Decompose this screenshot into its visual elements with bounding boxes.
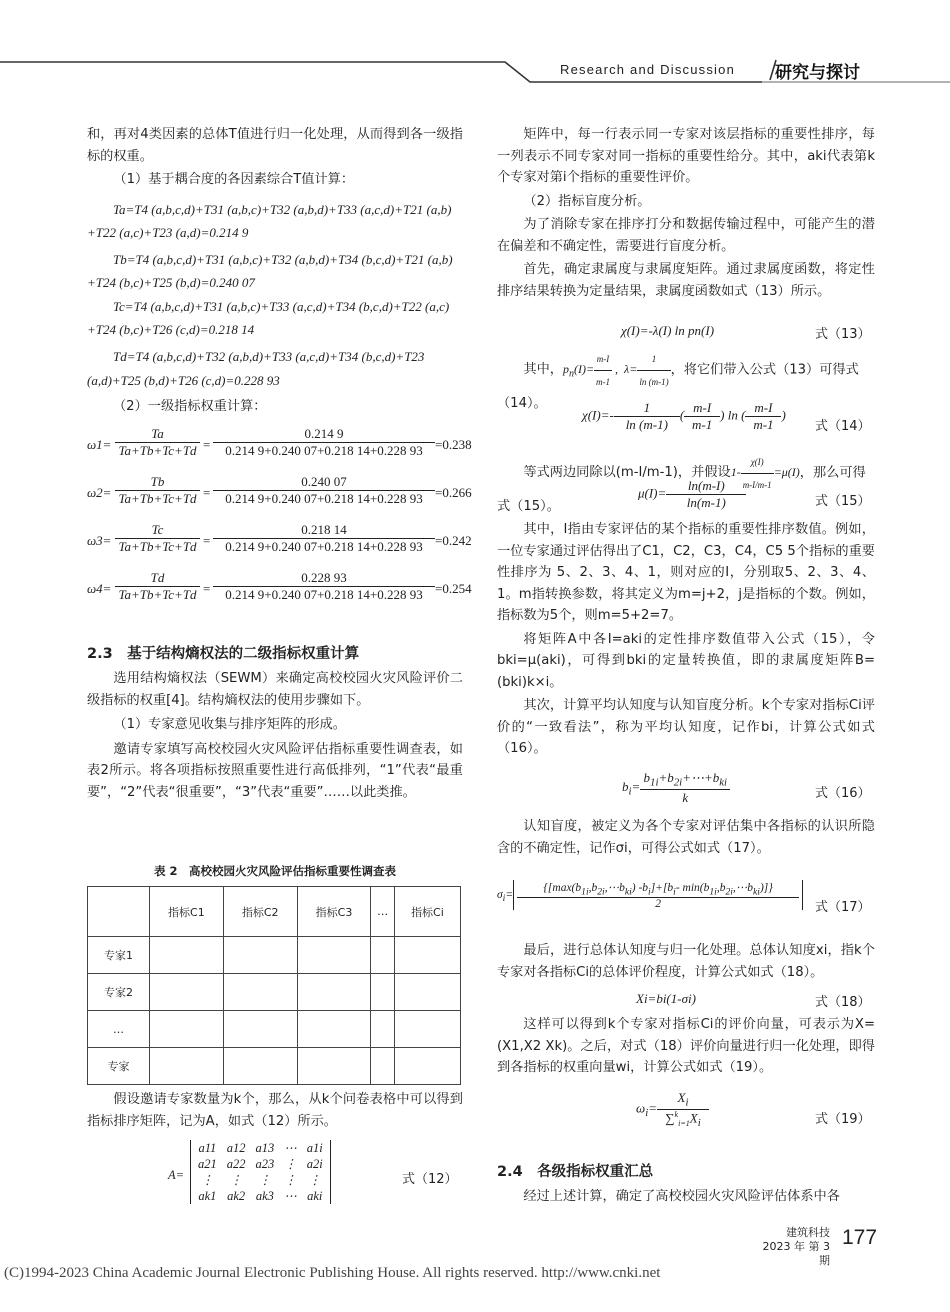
paragraph-blindness-purpose: 为了消除专家在排序打分和数据传输过程中，可能产生的潜在偏差和不确定性，需要进行盲度分析。: [497, 217, 875, 254]
paragraph-matrix-desc: 矩阵中，每一行表示同一专家对该层指标的重要性排序，每一列表示不同专家对同一指标的重要性给分。其中，aki代表第k个专家对第i个指标的重要性评价。: [497, 127, 875, 185]
paragraph-membership-matrix: 将矩阵A中各I=aki的定性排序数值带入公式（15），令bki=μ(aki)，可得到bki的定量转换值，即的隶属度矩阵B=(bki)k×i。: [497, 631, 875, 690]
right-block-2: [497, 519, 875, 760]
paragraph-pn-lambda: 其中，$p_n(I)=$ $\frac{m-I}{m-1}$ , λ= $\frac{1}{\ln (m-1)}$ ，将它们带入公式（13）可得式（14）。: [497, 348, 875, 415]
paragraph-matrix-intro: 假设邀请专家数量为k个，那么，从k个问卷表格中可以得到指标排序矩阵，记为A，如式（12）所示。: [87, 1092, 463, 1129]
equation-17: $\sigma_i=$ $\frac{\{[\max(b_{1i},b_{2i},\cdots b_{ki}) -b_i]+[b_i- \min(b_{1i},b_{2i},\cdots b_{ki})]\}}{2}$: [497, 880, 803, 910]
page-number: 177: [842, 1226, 878, 1249]
footer-journal: 建筑科技: [786, 1226, 830, 1239]
equation-18-label: 式（18）: [815, 995, 871, 1010]
table-row: 专家2: [88, 974, 461, 1011]
equation-16: $b_i=$ $\frac{b_{1i}+b_{2i}+\cdots+b_{ki}}{k}$: [622, 770, 730, 806]
table-header-cell: 指标C3: [297, 887, 371, 937]
table-2-title: 表 2 高校校园火灾风险评估指标重要性调查表: [153, 864, 396, 878]
equation-15: μ(I)= $\frac{\ln(m-I)}{\ln(m-1)}$: [638, 478, 746, 511]
paragraph-overall-cognition: 最后，进行总体认知度与归一化处理。总体认知度xi，指k个专家对各指标Ci的总体评价程度，计算公式如式（18）。: [497, 943, 875, 980]
equation-12-label: 式（12）: [402, 1172, 458, 1187]
td-line-1: Td=T4 (a,b,c,d)+T32 (a,b,d)+T33 (a,c,d)+T34 (b,c,d)+T23: [113, 349, 425, 364]
paragraph-cognitive-blindness: 认知盲度，被定义为各个专家对评估集中各指标的认识所隐含的不确定性，记作σi，可得公式如式（17）。: [497, 819, 875, 856]
paragraph-sewm: 选用结构熵权法（SEWM）来确定高校校园火灾风险评价二级指标的权重[4]。结构熵权法的使用步骤如下。: [87, 671, 463, 708]
table-header-cell: 指标C2: [223, 887, 297, 937]
paragraph-blindness-heading: （2）指标盲度分析。: [523, 193, 651, 209]
left-intro-block: [87, 124, 463, 191]
section-2-3-heading: 2.3 基于结构熵权法的二级指标权重计算: [87, 646, 360, 662]
table-header-cell: 指标C1: [150, 887, 224, 937]
paragraph-divide: 等式两边同除以(m-I/m-1)，并假设1- $\frac{\chi(I)}{m-I/m-1}$ =μ(I)，那么可得式（15）。: [497, 451, 875, 518]
equation-19-label: 式（19）: [815, 1112, 871, 1127]
paragraph-ranking-example: 其中，I指由专家评估的某个指标的重要性排序数值。例如，一位专家通过评估得出了C1，C2，C3，C4，C5 5个指标的重要性排序为 5、2、3、4、1，则对应的I，分别取5、2、3、4、1。m指转换参数，将其定义为m=j+2，j是指标的个数。例如，指标数为5个，则m=5+2=7。: [497, 522, 875, 623]
section-2-3-body: [87, 668, 463, 803]
tb-line-1: Tb=T4 (a,b,c,d)+T31 (a,b,c)+T32 (a,b,d)+T34 (b,c,d)+T21 (a,b): [113, 252, 453, 267]
paragraph-summary: 经过上述计算，确定了高校校园火灾风险评估体系中各: [523, 1189, 840, 1204]
omega-2: ω2= $\frac{Tb}{Ta+Tb+Tc+Td}$ = $\frac{0.240 07}{0.214 9+0.240 07+0.218 14+0.228 93}$ =0.266: [87, 474, 472, 506]
paragraph-average-cognition: 其次，计算平均认知度与认知盲度分析。k个专家对指标Ci评价的“一致看法”，称为平均认知度，记作bi，计算公式如式（16）。: [497, 698, 875, 756]
equation-17-label: 式（17）: [815, 900, 871, 915]
table-header-cell: 指标Ci: [394, 887, 460, 937]
table-row: 专家: [88, 1048, 461, 1085]
equation-14-label: 式（14）: [815, 419, 871, 434]
paragraph-evaluation-vector: 这样可以得到k个专家对指标Ci的评价向量，可表示为X=(X1,X2 Xk)。之后，对式（18）评价向量进行归一化处理，即得到各指标的权重向量wi，计算公式如式（19）。: [497, 1017, 875, 1075]
equation-18: Xi=bi(1-σi): [636, 991, 696, 1006]
omega-1: ω1= $\frac{Ta}{Ta+Tb+Tc+Td}$ = $\frac{0.214 9}{0.214 9+0.240 07+0.218 14+0.228 93}$ =0.238: [87, 426, 472, 458]
tc-line-1: Tc=T4 (a,b,c,d)+T31 (a,b,c)+T33 (a,c,d)+T34 (b,c,d)+T22 (a,c): [113, 299, 450, 314]
ta-line-2: +T22 (a,c)+T23 (a,d)=0.214 9: [87, 225, 249, 240]
equation-13: χ(I)=-λ(I) ln pn(I): [621, 323, 715, 338]
equation-13-label: 式（13）: [815, 327, 871, 342]
paragraph-step1: （1）专家意见收集与排序矩阵的形成。: [113, 717, 346, 732]
intro-paragraph: 和，再对4类因素的总体T值进行归一化处理，从而得到各一级指标的权重。: [87, 127, 463, 164]
omega-3: ω3= $\frac{Tc}{Ta+Tb+Tc+Td}$ = $\frac{0.218 14}{0.214 9+0.240 07+0.218 14+0.228 93}$ =0.242: [87, 522, 472, 554]
footer-issue: 2023 年 第 3 期: [762, 1240, 830, 1267]
table-header-row: [88, 887, 461, 937]
section-2-4-heading: 2.4 各级指标权重汇总: [497, 1164, 654, 1180]
equation-16-label: 式（16）: [815, 786, 871, 801]
table-row: …: [88, 1011, 461, 1048]
subheading-1: （1）基于耦合度的各因素综合T值计算：: [113, 172, 355, 187]
ta-line-1: Ta=T4 (a,b,c,d)+T31 (a,b,c)+T32 (a,b,d)+T33 (a,c,d)+T21 (a,b): [113, 202, 452, 217]
equation-15-label: 式（15）: [815, 494, 871, 509]
paragraph-survey: 邀请专家填写高校校园火灾风险评估指标重要性调查表，如表2所示。将各项指标按照重要性进行高低排列，“1”代表“最重要”，“2”代表“很重要”，“3”代表“重要”……以此类推。: [87, 741, 463, 800]
header-chinese: 研究与探讨: [775, 63, 860, 83]
omega-4: ω4= $\frac{Td}{Ta+Tb+Tc+Td}$ = $\frac{0.228 93}{0.214 9+0.240 07+0.218 14+0.228 93}$ =0.254: [87, 570, 472, 602]
footer-journal-block: [760, 1226, 830, 1268]
omega-formulas: [87, 424, 472, 612]
tb-line-2: +T24 (b,c)+T25 (b,d)=0.240 07: [87, 275, 255, 290]
table-2: [87, 886, 461, 1085]
equation-19: $\omega_i=$ $\frac{X_i}{\sum^k_{i=1}X_i}$: [636, 1090, 709, 1129]
table-row: 专家1: [88, 937, 461, 974]
right-block-1: [497, 124, 875, 302]
equation-14: χ(I)=- $\frac{1}{\ln (m-1)}$ ( $\frac{m-I}{m-1}$ ) ln ( $\frac{m-I}{m-1}$ ): [582, 400, 786, 432]
tc-line-2: +T24 (b,c)+T26 (c,d)=0.218 14: [87, 322, 255, 337]
paragraph-membership: 首先，确定隶属度与隶属度矩阵。通过隶属度函数，将定性排序结果转换为定量结果，隶属度函数如式（13）所示。: [497, 262, 875, 299]
table-header-cell: …: [371, 887, 394, 937]
subheading-2: （2）一级指标权重计算：: [113, 399, 267, 414]
header-english: Research and Discussion: [560, 62, 736, 77]
td-line-2: (a,d)+T25 (b,d)+T26 (c,d)=0.228 93: [87, 373, 280, 388]
copyright-footer: (C)1994-2023 China Academic Journal Electronic Publishing House. All rights reserved. http://www.cnki.net: [4, 1265, 661, 1281]
